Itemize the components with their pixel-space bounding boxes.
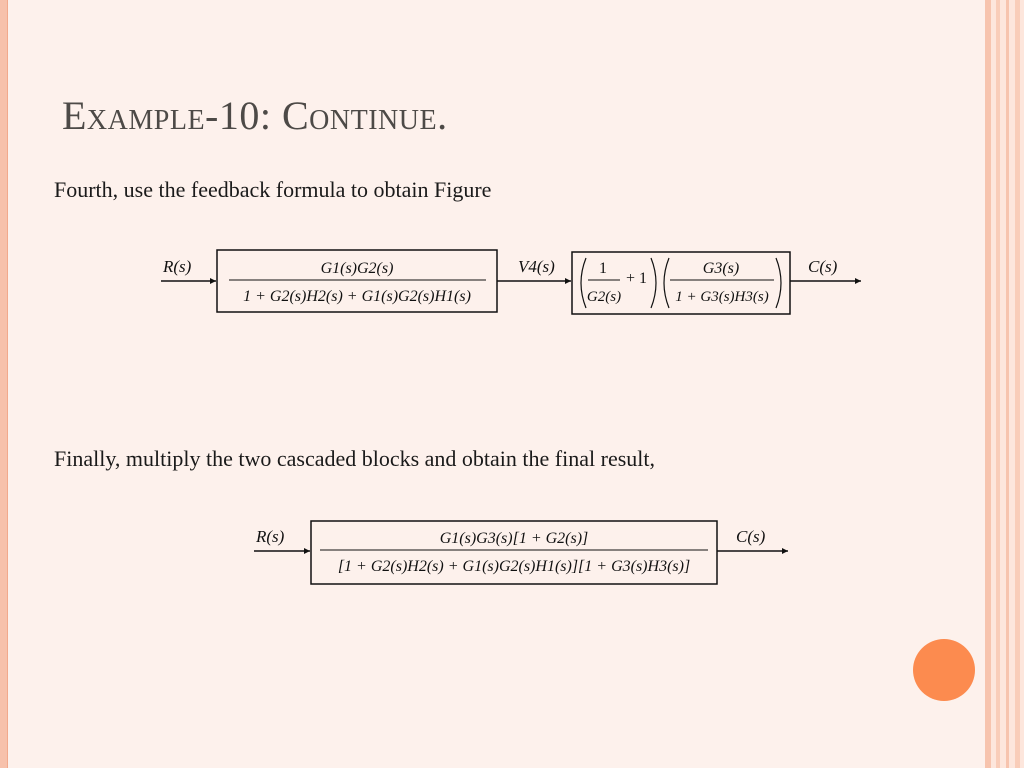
d1-term2-numerator: G3(s): [702, 260, 740, 277]
d1-output-label: C(s): [808, 257, 838, 276]
step-final-text: Finally, multiply the two cascaded blocks and obtain the final result,: [54, 446, 655, 471]
d1-input-label: R(s): [163, 257, 192, 276]
d1-plus-one: + 1: [626, 270, 648, 287]
d1-right-paren-close: [776, 258, 781, 308]
d2-input-label: R(s): [256, 527, 285, 546]
step-fourth-text: Fourth, use the feedback formula to obtain Figure: [54, 177, 492, 202]
d2-block-denominator: [1 + G2(s)H2(s) + G1(s)G2(s)H1(s)][1 + G3(s)H3(s)]: [337, 558, 691, 575]
d1-term1-numerator: 1: [599, 260, 607, 277]
d1-term1-denominator: G2(s): [586, 289, 622, 305]
d1-block-1-numerator: G1(s)G2(s): [320, 260, 394, 277]
d1-right-paren-open: [664, 258, 669, 308]
diagram-2: [254, 521, 788, 584]
d1-block-1-denominator: 1 + G2(s)H2(s) + G1(s)G2(s)H1(s): [243, 288, 471, 305]
d1-intermediate-label: V4(s): [518, 257, 555, 276]
accent-circle: [913, 639, 975, 701]
d1-left-paren-open: [581, 258, 586, 308]
d2-block-numerator: G1(s)G3(s)[1 + G2(s)]: [439, 530, 589, 547]
slide-title: Example-10: Continue.: [62, 93, 448, 138]
d1-term2-denominator: 1 + G3(s)H3(s): [675, 289, 769, 305]
d1-left-paren-close: [651, 258, 656, 308]
d2-output-label: C(s): [736, 527, 766, 546]
diagram-1: [161, 250, 861, 314]
